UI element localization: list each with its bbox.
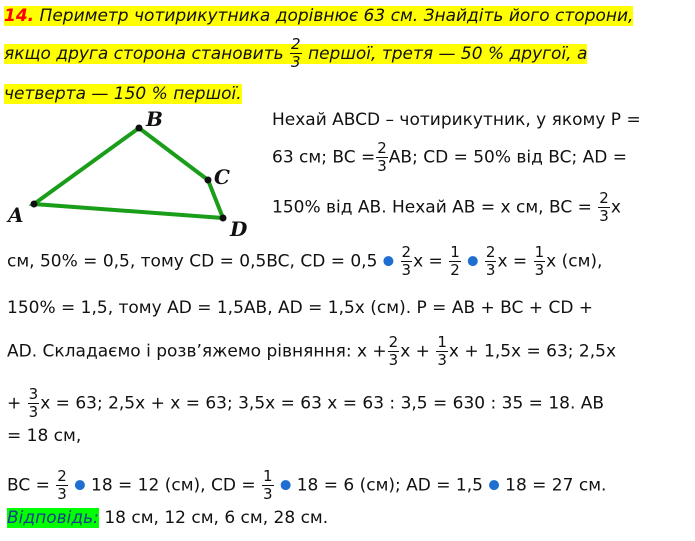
task-line-2 bbox=[4, 36, 587, 71]
vertex-c-dot bbox=[205, 177, 212, 184]
task-line-3 bbox=[4, 84, 242, 104]
task-fraction: $\frac{2}{3}$ bbox=[291, 35, 301, 71]
answer-label: Відповідь: bbox=[7, 508, 99, 528]
task-text-1: Периметр чотирикутника дорівнює 63 см. Знайдіть його сторони, bbox=[39, 6, 634, 26]
label-c: C bbox=[214, 165, 230, 189]
solution-line-6: AD. Складаємо і розв’яжемо рівняння: x + $\frac{2}{3}$ x + $\frac{1}{3}$ x + 1,5x = 63; 2,5x bbox=[7, 333, 617, 369]
label-b: B bbox=[146, 108, 163, 131]
solution-line-5: 150% = 1,5, тому AD = 1,5AB, AD = 1,5x (см). P = AB + BC + CD + bbox=[7, 298, 594, 318]
label-d: D bbox=[230, 217, 248, 240]
bullet-icon: ● bbox=[382, 253, 395, 269]
solution-line-4: см, 50% = 0,5, тому CD = 0,5BC, CD = 0,5 ● $\frac{2}{3}$ x = $\frac{1}{2}$ ● $\frac{2}{3}$ x = $\frac{1}{3}$ x (см), bbox=[7, 243, 603, 279]
vertex-a-dot bbox=[31, 201, 38, 208]
solution-line-7: + $\frac{3}{3}$ x = 63; 2,5x + x = 63; 3,5x = 63 x = 63 : 3,5 = 630 : 35 = 18. AB bbox=[7, 385, 605, 421]
task-text-2b: першої, третя — 50 % другої, а bbox=[307, 43, 588, 64]
bullet-icon: ● bbox=[74, 477, 86, 493]
solution-line-9: BC = $\frac{2}{3}$ ● 18 = 12 (см), CD = $\frac{1}{3}$ ● 18 = 6 (см); AD = 1,5 ● 18 = 27 см. bbox=[7, 467, 607, 503]
solution-line-1: Нехай ABCD – чотирикутник, у якому P = bbox=[272, 110, 641, 130]
answer-line bbox=[7, 508, 328, 528]
bullet-icon: ● bbox=[279, 477, 292, 493]
vertex-d-dot bbox=[220, 215, 227, 222]
solution-line-8: = 18 см, bbox=[7, 426, 82, 446]
bullet-icon: ● bbox=[488, 477, 500, 493]
task-text-2a: якщо друга сторона становить bbox=[4, 43, 284, 64]
task-line-1 bbox=[4, 6, 633, 26]
task-text-3: четверта — 150 % першої. bbox=[4, 84, 242, 104]
answer-text: 18 см, 12 см, 6 см, 28 см. bbox=[104, 508, 329, 528]
quadrilateral-figure bbox=[0, 108, 270, 240]
solution-line-2: 63 см; BC = $\frac{2}{3}$ AB; CD = 50% від BC; AD = bbox=[272, 139, 628, 175]
solution-line-3: 150% від AB. Нехай AB = x см, BC = $\frac{2}{3}$ x bbox=[272, 189, 621, 225]
label-a: A bbox=[8, 203, 24, 227]
bullet-icon: ● bbox=[467, 253, 479, 269]
vertex-b-dot bbox=[136, 125, 143, 132]
task-number: 14. bbox=[4, 6, 35, 26]
quadrilateral-shape bbox=[34, 128, 223, 218]
